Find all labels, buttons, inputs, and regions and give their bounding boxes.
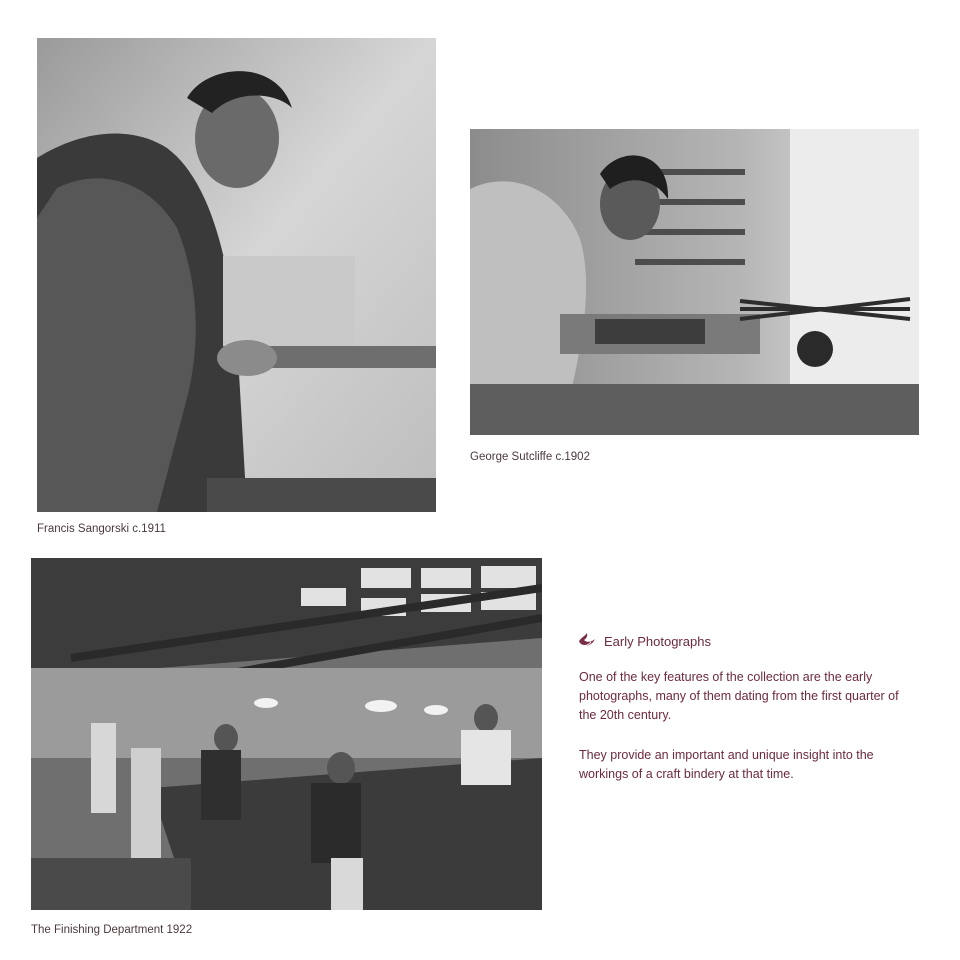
photo-bookbinder-finishing-image [470, 129, 919, 435]
photo-bindery-workshop-image [31, 558, 542, 910]
caption-finishing-department: The Finishing Department 1922 [31, 924, 193, 936]
body-paragraph-2: They provide an important and unique insight into the workings of a craft bindery at that time. [579, 748, 874, 781]
section-heading [578, 633, 711, 649]
body-paragraph-1: One of the key features of the collection are the early photographs, many of them dating from the first quarter of the 20th century. [579, 670, 899, 722]
photo-bookbinder-sewing-image [37, 38, 436, 512]
photo-francis-sangorski [37, 38, 436, 512]
caption-george-sutcliffe: George Sutcliffe c.1902 [470, 451, 590, 463]
leaf-emblem-icon [578, 633, 596, 649]
photo-george-sutcliffe [470, 129, 919, 435]
photo-finishing-department [31, 558, 542, 910]
section-heading-text: Early Photographs [604, 633, 711, 649]
caption-francis-sangorski: Francis Sangorski c.1911 [37, 523, 166, 535]
